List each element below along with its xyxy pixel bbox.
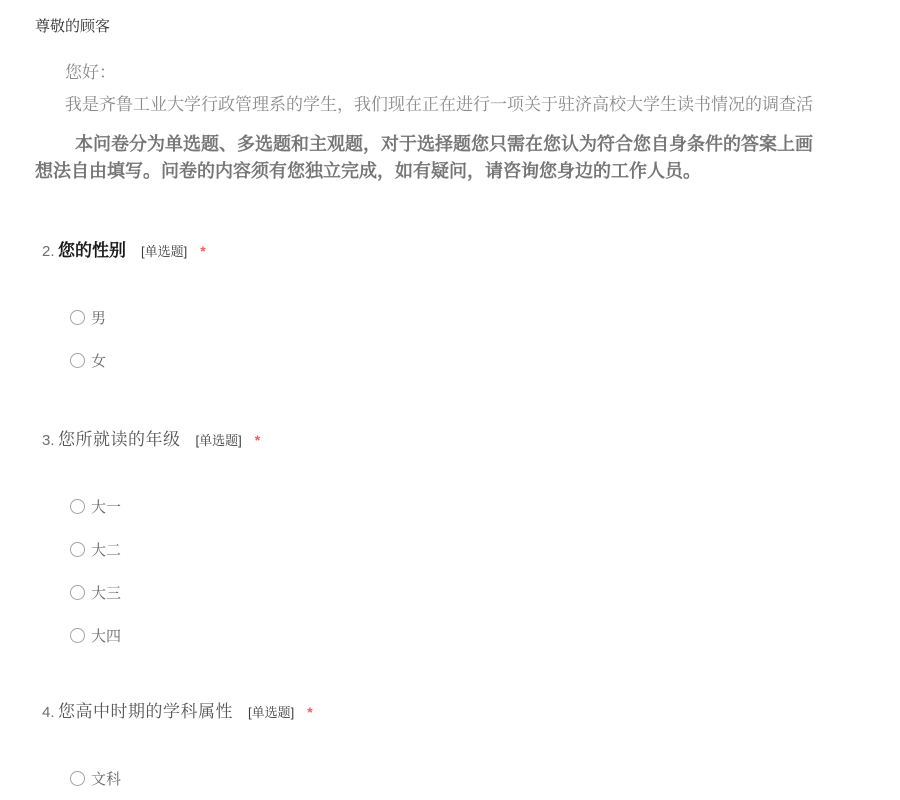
intro-paragraph-line: 我是齐鲁工业大学行政管理系的学生，我们现在正在进行一项关于驻济高校大学生读书情况的调查活: [65, 95, 813, 114]
option-row[interactable]: [70, 497, 895, 515]
greeting-text: 尊敬的顾客: [35, 18, 111, 35]
question-number: 3.: [42, 432, 55, 449]
question-number: 4.: [42, 704, 55, 721]
option-label: 男: [91, 309, 107, 327]
question-title: 您的性别: [58, 241, 126, 260]
option-row[interactable]: [70, 308, 895, 326]
radio-button[interactable]: [70, 542, 85, 557]
intro-bold-line-2: 想法自由填写。问卷的内容须有您独立完成，如有疑问，请咨询您身边的工作人员。: [35, 161, 701, 181]
question-block-3: [35, 425, 895, 669]
option-label: 大一: [91, 498, 122, 516]
option-label: 大四: [91, 627, 122, 645]
radio-button[interactable]: [70, 499, 85, 514]
intro-salutation: 您好：: [65, 63, 116, 82]
question-block-2: [35, 236, 895, 394]
question-title-row: [35, 236, 895, 260]
radio-button[interactable]: [70, 310, 85, 325]
question-block-4: [35, 697, 895, 800]
required-asterisk: *: [200, 243, 206, 259]
question-title: 您所就读的年级: [58, 430, 181, 449]
options-list: [35, 497, 895, 644]
question-title-row: [35, 425, 895, 449]
question-title-row: [35, 697, 895, 721]
option-row[interactable]: [70, 540, 895, 558]
radio-button[interactable]: [70, 628, 85, 643]
required-asterisk: *: [254, 432, 261, 448]
option-row[interactable]: [70, 626, 895, 644]
question-type-tag: [单选题]: [195, 433, 242, 448]
option-label: 女: [91, 352, 107, 370]
question-number: 2.: [42, 243, 55, 260]
required-asterisk: *: [307, 704, 313, 720]
option-label: 大三: [91, 584, 122, 602]
option-row[interactable]: [70, 583, 895, 601]
intro-bold-line-1: 本问卷分为单选题、多选题和主观题，对于选择题您只需在您认为符合您自身条件的答案上画: [75, 134, 813, 154]
question-type-tag: [单选题]: [141, 244, 188, 259]
radio-button[interactable]: [70, 585, 85, 600]
options-list: [35, 769, 895, 787]
question-title: 您高中时期的学科属性: [58, 702, 233, 721]
radio-button[interactable]: [70, 353, 85, 368]
question-type-tag: [单选题]: [248, 705, 295, 720]
option-row[interactable]: [70, 351, 895, 369]
option-label: 文科: [91, 770, 122, 788]
options-list: [35, 308, 895, 369]
radio-button[interactable]: [70, 771, 85, 786]
option-row[interactable]: [70, 769, 895, 787]
option-label: 大二: [91, 541, 122, 559]
